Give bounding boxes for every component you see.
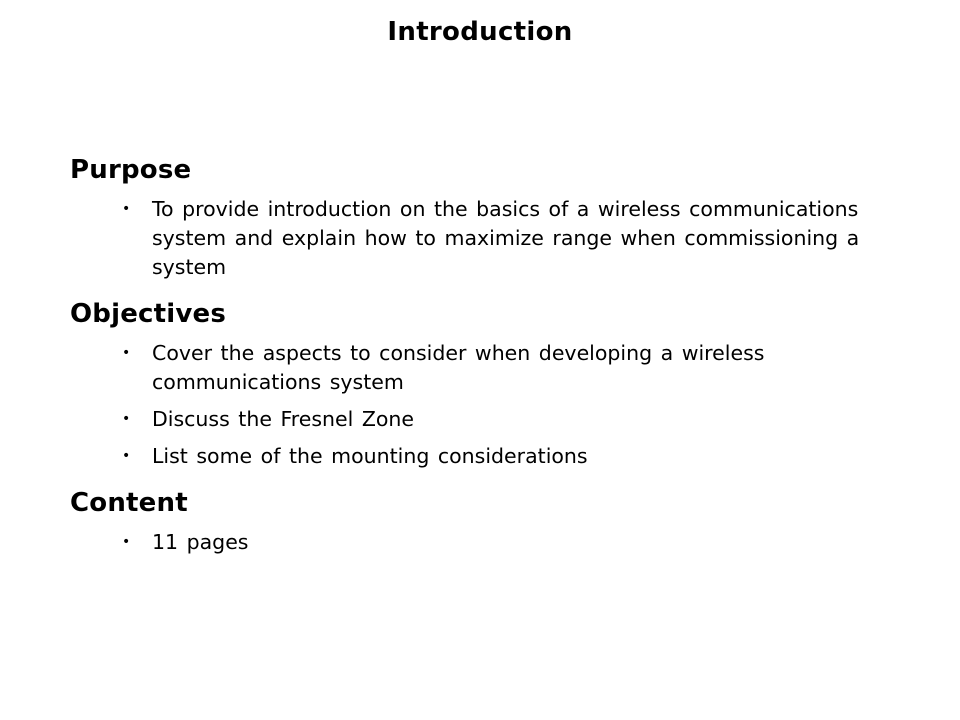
- list-item: [70, 339, 890, 397]
- content-bullet-list: [70, 528, 890, 557]
- bullet-icon: •: [122, 448, 131, 464]
- bullet-text: 11 pages: [152, 530, 249, 554]
- section-objectives: [70, 298, 890, 471]
- bullet-text: Discuss the Fresnel Zone: [152, 407, 415, 431]
- section-purpose: [70, 154, 890, 282]
- bullet-icon: •: [122, 201, 131, 217]
- slide-title: Introduction: [387, 17, 573, 47]
- slide-body: [70, 154, 890, 557]
- list-item: [70, 405, 890, 434]
- bullet-icon: •: [122, 411, 131, 427]
- list-item: [70, 442, 890, 471]
- section-heading-purpose: Purpose: [70, 155, 192, 185]
- list-item: [70, 528, 890, 557]
- list-item: [70, 195, 890, 282]
- bullet-text: List some of the mounting considerations: [152, 444, 588, 468]
- bullet-icon: •: [122, 345, 131, 361]
- section-content: [70, 487, 890, 557]
- bullet-icon: •: [122, 534, 131, 550]
- bullet-text: To provide introduction on the basics of a wireless communications system and explain how to maximize range when commissioning a system: [152, 197, 860, 279]
- bullet-text: Cover the aspects to consider when developing a wireless communications system: [152, 341, 765, 394]
- section-heading-objectives: Objectives: [70, 299, 227, 329]
- purpose-bullet-list: [70, 195, 890, 282]
- section-heading-content: Content: [70, 488, 188, 518]
- objectives-bullet-list: [70, 339, 890, 471]
